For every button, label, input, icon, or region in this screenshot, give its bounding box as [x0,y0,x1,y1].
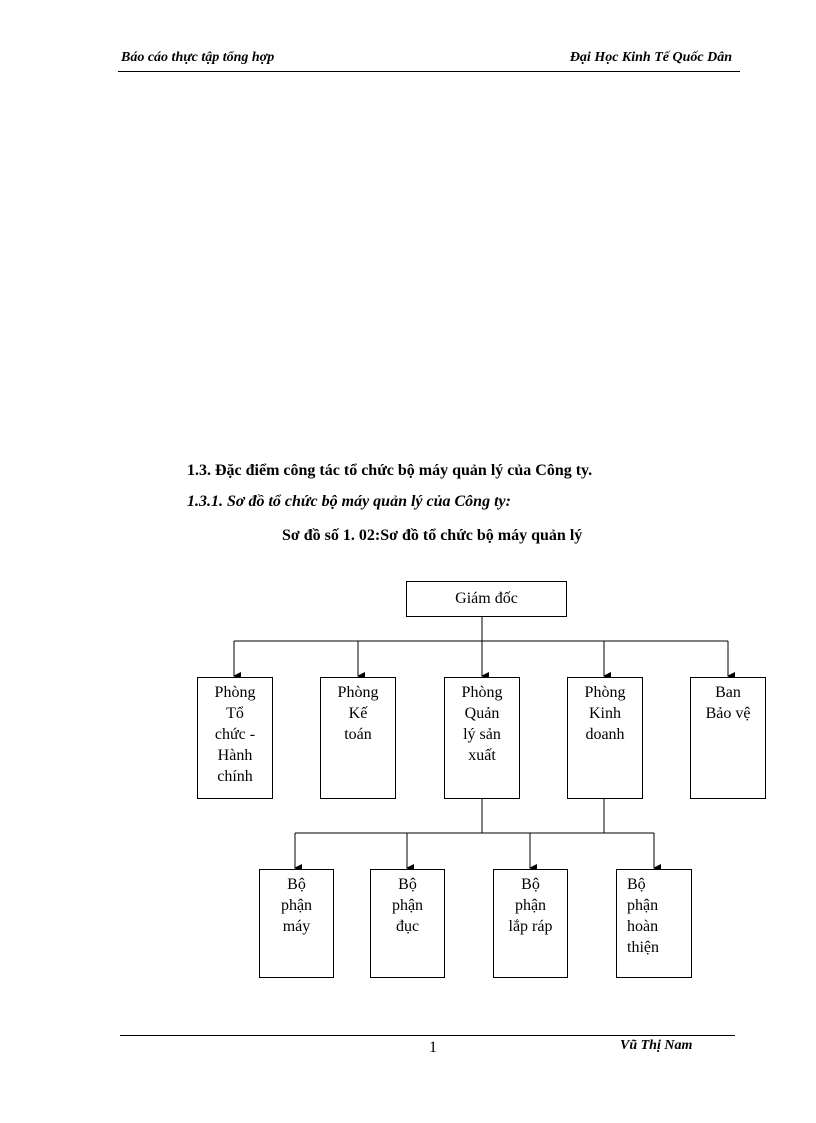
org-node-line: Phòng [584,684,626,701]
org-node-line: Phòng [337,684,379,701]
org-node-director [406,581,567,617]
org-node-line: Bảo vệ [705,705,751,722]
subsection-heading: 1.3.1. Sơ đồ tổ chức bộ máy quản lý của Công ty: [187,493,511,510]
org-node-line: phận [391,897,424,914]
org-node-line: phận [514,897,547,914]
org-node-unit-carving [370,869,445,978]
header-university-name: Đại Học Kinh Tế Quốc Dân [569,50,732,65]
org-node-line: chức - [214,726,256,743]
org-node-line: Kế [348,705,368,722]
org-node-line: đục [395,918,420,935]
footer-divider [120,1035,735,1036]
org-node-line: phận [627,897,659,914]
org-node-line: thiện [627,939,659,956]
org-node-line: Quản [464,705,500,722]
org-node-line: toán [344,726,372,743]
org-node-department-accounting [320,677,396,799]
org-node-department-admin [197,677,273,799]
org-node-line: Bộ [627,876,646,893]
org-node-line: phận [280,897,313,914]
org-node-line: Hành [217,747,253,764]
org-node-line: Ban [715,684,741,701]
org-node-line: chính [217,768,253,785]
org-node-department-business [567,677,643,799]
org-node-line: Phòng [461,684,503,701]
footer-author: Vũ Thị Nam [620,1038,693,1053]
org-node-line: Tổ [226,705,244,722]
org-node-line: máy [282,918,311,935]
org-node-line: lắp ráp [508,918,553,935]
org-node-label: Giám đốc [455,590,518,607]
org-node-line: Bộ [398,876,417,893]
org-node-line: hoàn [627,918,659,935]
org-node-line: lý sản [463,726,501,743]
org-node-line: Kinh [589,705,621,722]
org-node-line: Bộ [521,876,540,893]
section-heading: 1.3. Đặc điểm công tác tổ chức bộ máy quản lý của Công ty. [187,462,593,479]
header-report-title: Báo cáo thực tập tổng hợp [121,50,275,65]
org-node-line: doanh [585,726,625,743]
org-node-department-production [444,677,520,799]
org-node-unit-finishing [616,869,692,978]
org-node-unit-assembly [493,869,568,978]
org-node-unit-machining [259,869,334,978]
org-node-line: xuất [468,747,496,764]
org-node-line: Bộ [287,876,306,893]
org-node-line: Phòng [214,684,256,701]
page-number: 1 [429,1039,437,1056]
diagram-caption: Sơ đồ số 1. 02:Sơ đồ tổ chức bộ máy quản lý [282,527,583,544]
org-node-department-security [690,677,766,799]
